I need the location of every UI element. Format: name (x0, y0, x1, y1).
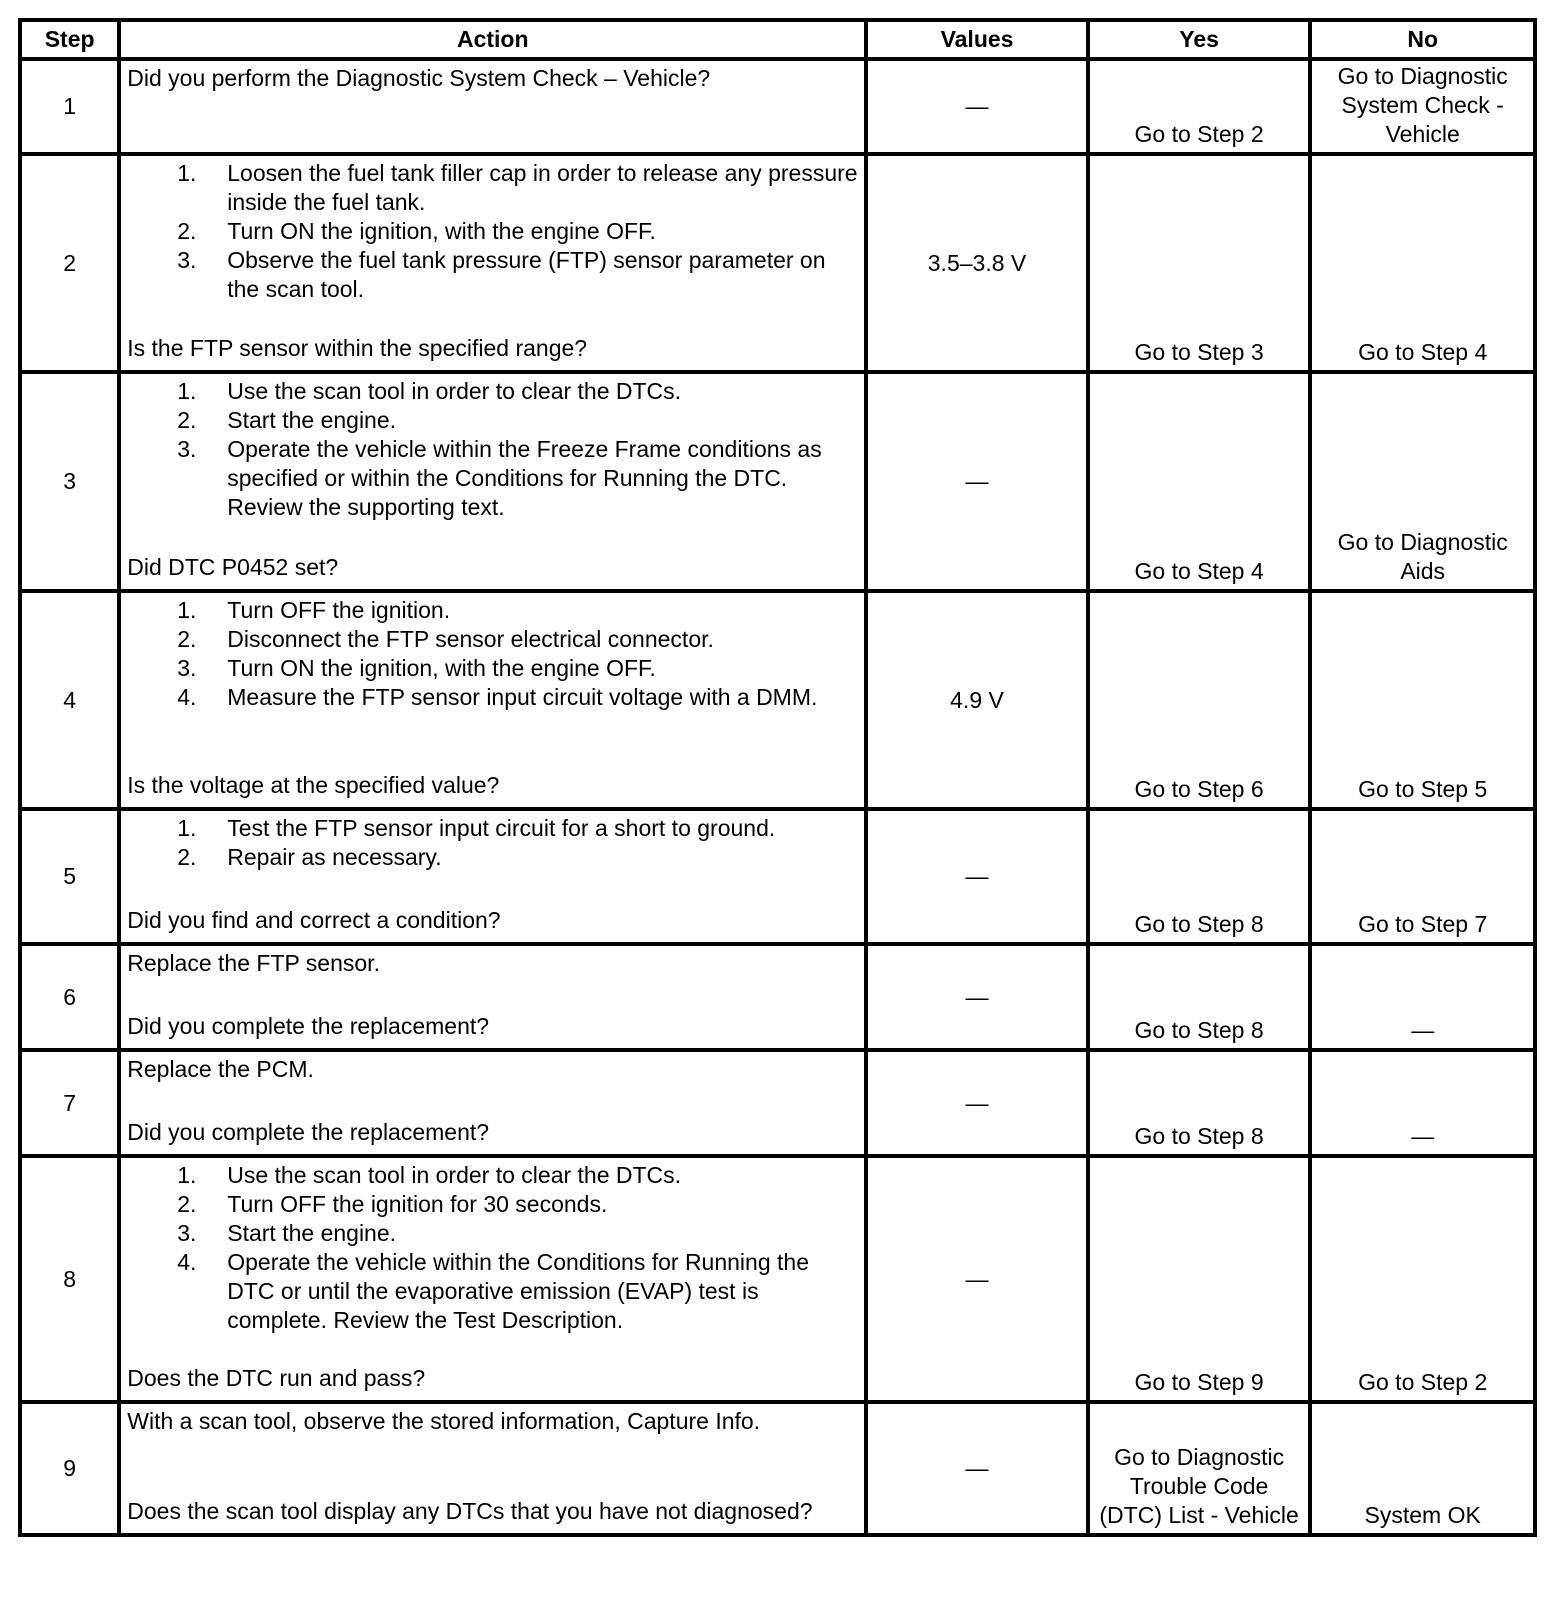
table-row (20, 1402, 1535, 1535)
yes-cell: Go to Step 2 (1088, 59, 1311, 154)
yes-cell: Go to Step 8 (1088, 1050, 1311, 1156)
table-row (20, 372, 1535, 591)
action-question: Does the DTC run and pass? (127, 1365, 426, 1391)
action-cell (119, 944, 866, 1050)
list-item-text: Measure the FTP sensor input circuit voltage with a DMM. (227, 684, 818, 710)
action-question: Is the FTP sensor within the specified range? (127, 335, 588, 361)
list-item: 2. Repair as necessary. (177, 844, 442, 870)
no-cell: Go to Step 5 (1310, 591, 1535, 809)
action-cell (119, 1156, 866, 1402)
yes-cell: Go to Step 8 (1088, 944, 1311, 1050)
step-number: 1 (20, 59, 119, 154)
yes-cell: Go to Diagnostic Trouble Code (DTC) List - Vehicle (1088, 1402, 1311, 1535)
no-cell: — (1310, 1050, 1535, 1156)
header-yes: Yes (1088, 20, 1311, 59)
action-cell (119, 372, 866, 591)
action-steps (127, 1161, 858, 1335)
action-cell (119, 154, 866, 372)
step-number: 4 (20, 591, 119, 809)
action-question: Did you complete the replacement? (127, 1119, 490, 1145)
step-number: 8 (20, 1156, 119, 1402)
action-steps (127, 377, 858, 522)
list-item-text: Observe the fuel tank pressure (FTP) sensor parameter on the scan tool. (227, 247, 826, 302)
list-item-text: Turn OFF the ignition. (227, 597, 451, 623)
header-row (20, 20, 1535, 59)
list-item: 3. Turn ON the ignition, with the engine OFF. (177, 655, 656, 681)
header-action: Action (119, 20, 866, 59)
action-text: Replace the FTP sensor. (127, 950, 380, 976)
table-row (20, 59, 1535, 154)
action-question: Does the scan tool display any DTCs that you have not diagnosed? (127, 1498, 813, 1524)
action-cell (119, 1402, 866, 1535)
list-item: 2. Turn ON the ignition, with the engine OFF. (177, 218, 656, 244)
action-text: Did you perform the Diagnostic System Check – Vehicle? (127, 65, 711, 91)
action-text: With a scan tool, observe the stored information, Capture Info. (127, 1408, 761, 1434)
values-cell: — (866, 1050, 1088, 1156)
action-question: Did DTC P0452 set? (127, 554, 339, 580)
list-item: 4. Operate the vehicle within the Conditions for Running the DTC or until the evaporative emission (EVAP) test is complete. Review the Test Description. (177, 1249, 809, 1333)
list-item-text: Test the FTP sensor input circuit for a short to ground. (227, 815, 776, 841)
list-item: 4. Measure the FTP sensor input circuit voltage with a DMM. (177, 684, 818, 710)
yes-cell: Go to Step 6 (1088, 591, 1311, 809)
yes-cell: Go to Step 9 (1088, 1156, 1311, 1402)
list-item: 1. Test the FTP sensor input circuit for a short to ground. (177, 815, 776, 841)
action-question: Did you find and correct a condition? (127, 907, 501, 933)
yes-cell: Go to Step 8 (1088, 809, 1311, 944)
table-row (20, 591, 1535, 809)
list-item-text: Disconnect the FTP sensor electrical connector. (227, 626, 714, 652)
no-cell: — (1310, 944, 1535, 1050)
list-item-text: Operate the vehicle within the Conditions for Running the DTC or until the evaporative emission (EVAP) test is complete. Review the Test Description. (227, 1249, 809, 1333)
no-cell: Go to Step 7 (1310, 809, 1535, 944)
values-cell: — (866, 944, 1088, 1050)
values-cell: — (866, 1402, 1088, 1535)
table-row (20, 809, 1535, 944)
list-item-text: Use the scan tool in order to clear the DTCs. (227, 1162, 682, 1188)
list-item-text: Repair as necessary. (227, 844, 442, 870)
action-question: Did you complete the replacement? (127, 1013, 490, 1039)
action-cell (119, 1050, 866, 1156)
action-cell (119, 809, 866, 944)
values-cell: — (866, 59, 1088, 154)
list-item-text: Loosen the fuel tank filler cap in order to release any pressure inside the fuel tank. (227, 160, 858, 215)
step-number: 6 (20, 944, 119, 1050)
step-number: 5 (20, 809, 119, 944)
action-steps (127, 814, 858, 872)
list-item: 3. Start the engine. (177, 1220, 397, 1246)
diagnostic-table (18, 18, 1537, 1537)
header-step: Step (20, 20, 119, 59)
values-cell: — (866, 372, 1088, 591)
list-item: 1. Turn OFF the ignition. (177, 597, 451, 623)
table-row (20, 154, 1535, 372)
header-no: No (1310, 20, 1535, 59)
action-cell (119, 59, 866, 154)
values-cell: — (866, 1156, 1088, 1402)
values-cell: 4.9 V (866, 591, 1088, 809)
list-item-text: Turn ON the ignition, with the engine OFF. (227, 655, 656, 681)
step-number: 7 (20, 1050, 119, 1156)
action-steps (127, 159, 858, 304)
list-item: 1. Use the scan tool in order to clear the DTCs. (177, 378, 682, 404)
list-item: 1. Use the scan tool in order to clear the DTCs. (177, 1162, 682, 1188)
list-item-text: Start the engine. (227, 1220, 397, 1246)
list-item: 2. Start the engine. (177, 407, 397, 433)
no-cell: Go to Diagnostic Aids (1310, 372, 1535, 591)
no-cell: Go to Diagnostic System Check - Vehicle (1310, 59, 1535, 154)
values-cell: — (866, 809, 1088, 944)
list-item-text: Use the scan tool in order to clear the DTCs. (227, 378, 682, 404)
no-cell: System OK (1310, 1402, 1535, 1535)
table-row (20, 1156, 1535, 1402)
list-item-text: Operate the vehicle within the Freeze Frame conditions as specified or within the Conditions for Running the DTC. Review the supporting text. (227, 436, 822, 520)
list-item: 2. Disconnect the FTP sensor electrical connector. (177, 626, 714, 652)
yes-cell: Go to Step 4 (1088, 372, 1311, 591)
action-steps (127, 596, 858, 712)
step-number: 3 (20, 372, 119, 591)
table-row (20, 1050, 1535, 1156)
values-cell: 3.5–3.8 V (866, 154, 1088, 372)
action-text: Replace the PCM. (127, 1056, 314, 1082)
list-item: 1. Loosen the fuel tank filler cap in order to release any pressure inside the fuel tank. (177, 160, 858, 215)
list-item: 2. Turn OFF the ignition for 30 seconds. (177, 1191, 608, 1217)
list-item: 3. Operate the vehicle within the Freeze Frame conditions as specified or within the Conditions for Running the DTC. Review the supporting text. (177, 436, 822, 520)
no-cell: Go to Step 4 (1310, 154, 1535, 372)
step-number: 9 (20, 1402, 119, 1535)
list-item-text: Start the engine. (227, 407, 397, 433)
list-item-text: Turn OFF the ignition for 30 seconds. (227, 1191, 608, 1217)
list-item: 3. Observe the fuel tank pressure (FTP) sensor parameter on the scan tool. (177, 247, 826, 302)
action-cell (119, 591, 866, 809)
header-values: Values (866, 20, 1088, 59)
action-question: Is the voltage at the specified value? (127, 772, 500, 798)
yes-cell: Go to Step 3 (1088, 154, 1311, 372)
list-item-text: Turn ON the ignition, with the engine OFF. (227, 218, 656, 244)
step-number: 2 (20, 154, 119, 372)
no-cell: Go to Step 2 (1310, 1156, 1535, 1402)
table-row (20, 944, 1535, 1050)
